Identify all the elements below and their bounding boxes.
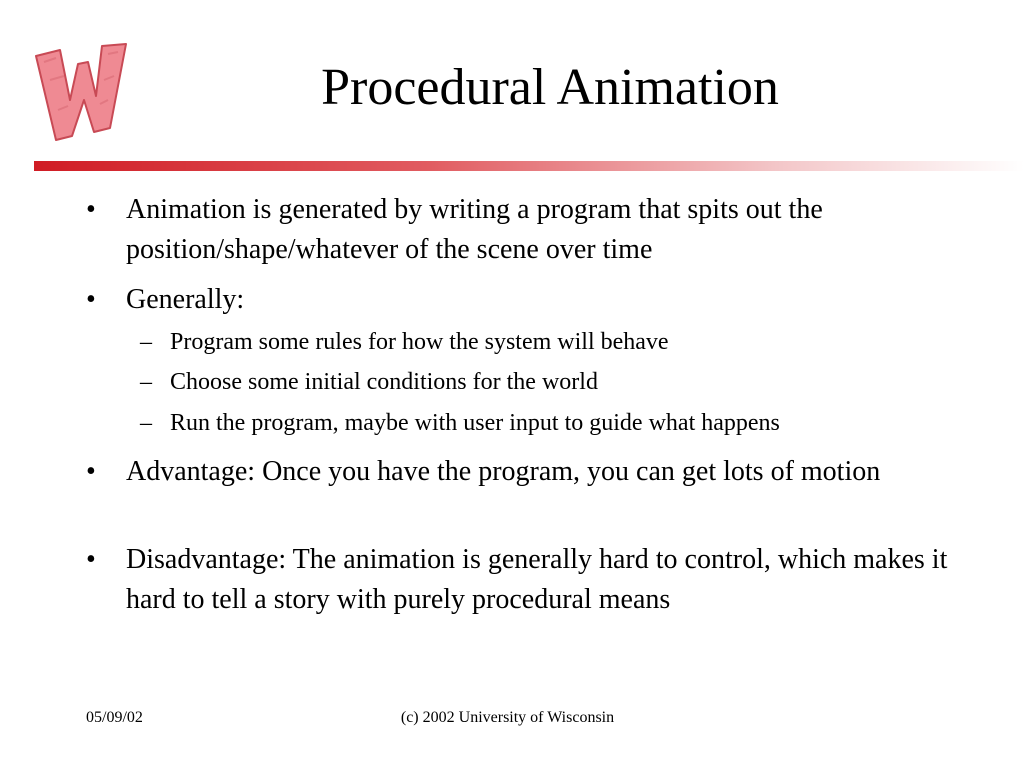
sub-bullet-marker: – [140,369,152,395]
sub-bullet-text: Choose some initial conditions for the world [170,369,598,395]
bullet-text: Animation is generated by writing a program that spits out the position/shape/whatever of the scene over time [126,194,823,265]
footer-copyright: (c) 2002 University of Wisconsin [400,709,615,726]
bullet-text: Disadvantage: The animation is generally hard to control, which makes it hard to tell a story with purely procedural means [126,544,948,615]
footer-date: 05/09/02 [86,709,143,726]
bullet-text: Generally: [126,284,245,315]
title-divider [34,161,1024,171]
sub-bullet-text: Program some rules for how the system will behave [170,329,669,355]
sub-bullet-marker: – [140,410,152,436]
bullet-marker: • [86,194,96,225]
sub-bullet-marker: – [140,329,152,355]
bullet-marker: • [86,456,96,487]
bullet-text: Advantage: Once you have the program, you can get lots of motion [126,456,881,487]
bullet-marker: • [86,544,96,575]
bullet-marker: • [86,284,96,315]
sub-bullet-text: Run the program, maybe with user input to guide what happens [170,410,780,436]
slide-title: Procedural Animation [321,59,779,116]
